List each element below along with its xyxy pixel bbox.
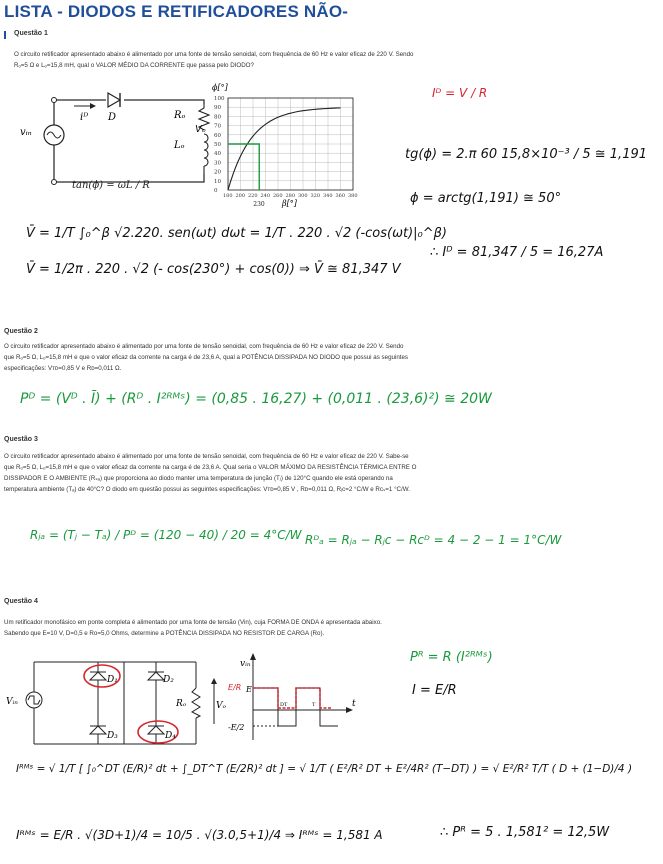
tan-formula: tan(ϕ) = ωL / R	[72, 180, 150, 191]
svg-text:vᵢₙ: vᵢₙ	[240, 659, 251, 669]
e-over-r: E/R	[228, 683, 242, 692]
page-title: LISTA - DIODOS E RETIFICADORES NÃO-	[4, 2, 349, 21]
id-label: iᴰ	[80, 112, 89, 123]
hand-tg: tg(ϕ) = 2.π 60 15,8×10⁻³ / 5 ≅ 1,191	[405, 147, 648, 162]
q2-text-line2: que Rₒ=5 Ω, Lₒ=15,8 mH e que o valor eficaz da corrente na carga é de 23,6 A, qual a POTÊNCIA DISSIPADA NO DIODO que possui as seguintes	[4, 354, 409, 361]
graph-x-tick: 180	[223, 193, 233, 199]
graph-y-tick: 10	[214, 178, 221, 185]
q1-text-line1: O circuito retificador apresentado abaixo é alimentado por uma fonte de tensão senoidal, com frequência de 60 Hz e valor eficaz de 220 V. Sendo	[14, 51, 414, 58]
graph-y-tick: 80	[214, 114, 221, 121]
graph-x-tick: 220	[248, 193, 258, 199]
q1-graph	[210, 80, 360, 210]
hand-v-integral: V̄ = 1/T ∫₀^β √2.220. sen(ωt) dωt = 1/T . 220 . √2 (-cos(ωt)|₀^β)	[26, 226, 448, 241]
svg-text:-E/2: -E/2	[228, 723, 245, 732]
graph-x-tick: 320	[310, 193, 321, 199]
graph-x-tick: 380	[348, 193, 358, 199]
q3-text-line3: DISSIPADOR E O AMBIENTE (Rₛₐ) que proporciona ao diodo manter uma temperatura de junção (Tⱼ) de 120°C quando ele está operando na	[4, 475, 393, 482]
graph-x-tick: 260	[273, 193, 283, 199]
q4-bridge-diagram	[6, 652, 226, 752]
graph-y-tick: 100	[214, 96, 225, 102]
svg-text:Vₒ: Vₒ	[216, 701, 226, 711]
q1-header: Questão 1	[14, 30, 48, 37]
hand-pr: Pᴿ = R (I²ᴿᴹˢ)	[410, 650, 493, 665]
q3-text-line4: temperatura ambiente (Tₐ) de 40°C? O diodo em questão possui as seguintes especificações: Vᴛᴅ=0,85 V , Rᴅ=0,011 Ω, Rⱼᴄ=2 °C/W e Rᴄₛ=1 °C/W.	[4, 486, 410, 493]
vo-label: Vₒ	[195, 124, 206, 135]
diode-label: D	[108, 112, 117, 123]
q3-text-line2: que Rₒ=5 Ω, Lₒ=15,8 mH e que o valor eficaz da corrente na carga é de 23,6 A. Qual seria o VALOR MÁXIMO DA RESISTÊNCIA TÉRMICA ENTRE O	[4, 464, 417, 471]
q3-header: Questão 3	[4, 436, 38, 443]
hand-rja: Rⱼₐ = (Tⱼ − Tₐ) / Pᴰ = (120 − 40) / 20 = 4°C/W	[30, 528, 302, 542]
graph-x-tick: 280	[285, 193, 296, 199]
svg-text:Rₒ: Rₒ	[176, 699, 187, 709]
q1-text-line2: Rₒ=5 Ω e Lₒ=15,8 mH, qual o VALOR MÉDIO DA CORRENTE que passa pelo DIODO?	[14, 62, 254, 69]
q4-header: Questão 4	[4, 598, 38, 605]
svg-text:D₂: D₂	[163, 675, 174, 685]
graph-y-tick: 70	[214, 123, 221, 130]
svg-text:β[°]: β[°]	[282, 199, 297, 208]
graph-y-tick: 30	[214, 160, 221, 167]
q4-waveform	[228, 648, 358, 748]
q2-text-line1: O circuito retificador apresentado abaixo é alimentado por uma fonte de tensão senoidal, com frequência de 60 Hz e valor eficaz de 220 V. Sendo	[4, 343, 404, 350]
lo-label: Lₒ	[174, 140, 185, 151]
svg-text:D₄: D₄	[165, 731, 176, 741]
hand-phi: ϕ = arctg(1,191) ≅ 50°	[410, 191, 562, 206]
hand-irms-num: Iᴿᴹˢ = E/R . √(3D+1)/4 = 10/5 . √(3.0,5+1)/4 ⇒ Iᴿᴹˢ = 1,581 A	[16, 828, 383, 842]
question-marker	[4, 31, 6, 39]
hand-q2-answer	[20, 391, 492, 407]
hand-pr-result: ∴ Pᴿ = 5 . 1,581² = 12,5W	[440, 825, 610, 840]
svg-text:T: T	[312, 702, 316, 708]
graph-y-tick: 20	[214, 169, 221, 176]
q2-header: Questão 2	[4, 328, 38, 335]
graph-x-tick: 360	[335, 193, 346, 199]
svg-text:E: E	[246, 685, 252, 694]
graph-y-tick: 90	[214, 105, 221, 112]
vin-label: vᵢₙ	[20, 127, 32, 138]
svg-text:t: t	[352, 699, 356, 709]
q3-text-line1: O circuito retificador apresentado abaixo é alimentado por uma fonte de tensão senoidal, com frequência de 60 Hz e valor eficaz de 220 V. Sabe-se	[4, 453, 409, 460]
q2-text-line3: especificações: Vᴛᴅ=0,85 V e Rᴅ=0,011 Ω.	[4, 365, 122, 372]
graph-y-tick: 50	[214, 142, 221, 148]
svg-text:ϕ[°]: ϕ[°]	[212, 83, 228, 92]
graph-curve	[228, 108, 341, 190]
hand-irms: Iᴿᴹˢ = √ 1/T [ ∫₀^DT (E/R)² dt + ∫_DT^T (E/2R)² dt ] = √ 1/T ( E²/R² DT + E²/4R² (T−DT) ) = √ E²/R² T/T ( D + (1−D)/4 )	[16, 763, 633, 775]
hand-q2-answer-text: Pᴰ = (Vᴰ . Ī) + (Rᴰ . I²ᴿᴹˢ) = (0,85 . 16,27) + (0,011 . (23,6)²) ≅ 20W	[20, 391, 492, 407]
ro-label: Rₒ	[174, 110, 186, 121]
hand-rda: Rᴰₐ = Rⱼₐ − Rⱼᴄ − Rᴄᴰ = 4 − 2 − 1 = 1°C/W	[305, 533, 562, 547]
graph-x-tick: 300	[298, 193, 308, 199]
graph-x-tick: 340	[323, 193, 333, 199]
hand-id-formula: Iᴰ = V / R	[432, 86, 488, 100]
graph-x-tick: 200	[235, 193, 246, 199]
graph-y-tick: 0	[214, 188, 218, 194]
svg-text:Vᵢₙ: Vᵢₙ	[6, 697, 18, 707]
q4-text-line2: Sabendo que E=10 V, D=0,5 e Ro=5,0 Ohms, determine a POTÊNCIA DISSIPADA NO RESISTOR DE CARGA (Ro).	[4, 630, 325, 637]
svg-text:DT: DT	[280, 702, 288, 708]
hand-i: I = E/R	[412, 683, 457, 698]
svg-text:D₃: D₃	[107, 731, 118, 741]
graph-y-tick: 60	[214, 132, 221, 139]
hand-id-result: ∴ Iᴰ = 81,347 / 5 = 16,27A	[430, 245, 604, 260]
graph-x-tick: 240	[260, 193, 271, 199]
hand-v-result: V̄ = 1/2π . 220 . √2 (- cos(230°) + cos(0)) ⇒ V̄ ≅ 81,347 V	[26, 262, 401, 277]
svg-text:D₁: D₁	[107, 675, 118, 685]
graph-y-tick: 40	[214, 151, 221, 158]
marker-label: 230	[253, 201, 265, 208]
q4-text-line1: Um retificador monofásico em ponte completa é alimentado por uma fonte de tensão (Vin), cuja FORMA DE ONDA é apresentada abaixo.	[4, 619, 382, 626]
